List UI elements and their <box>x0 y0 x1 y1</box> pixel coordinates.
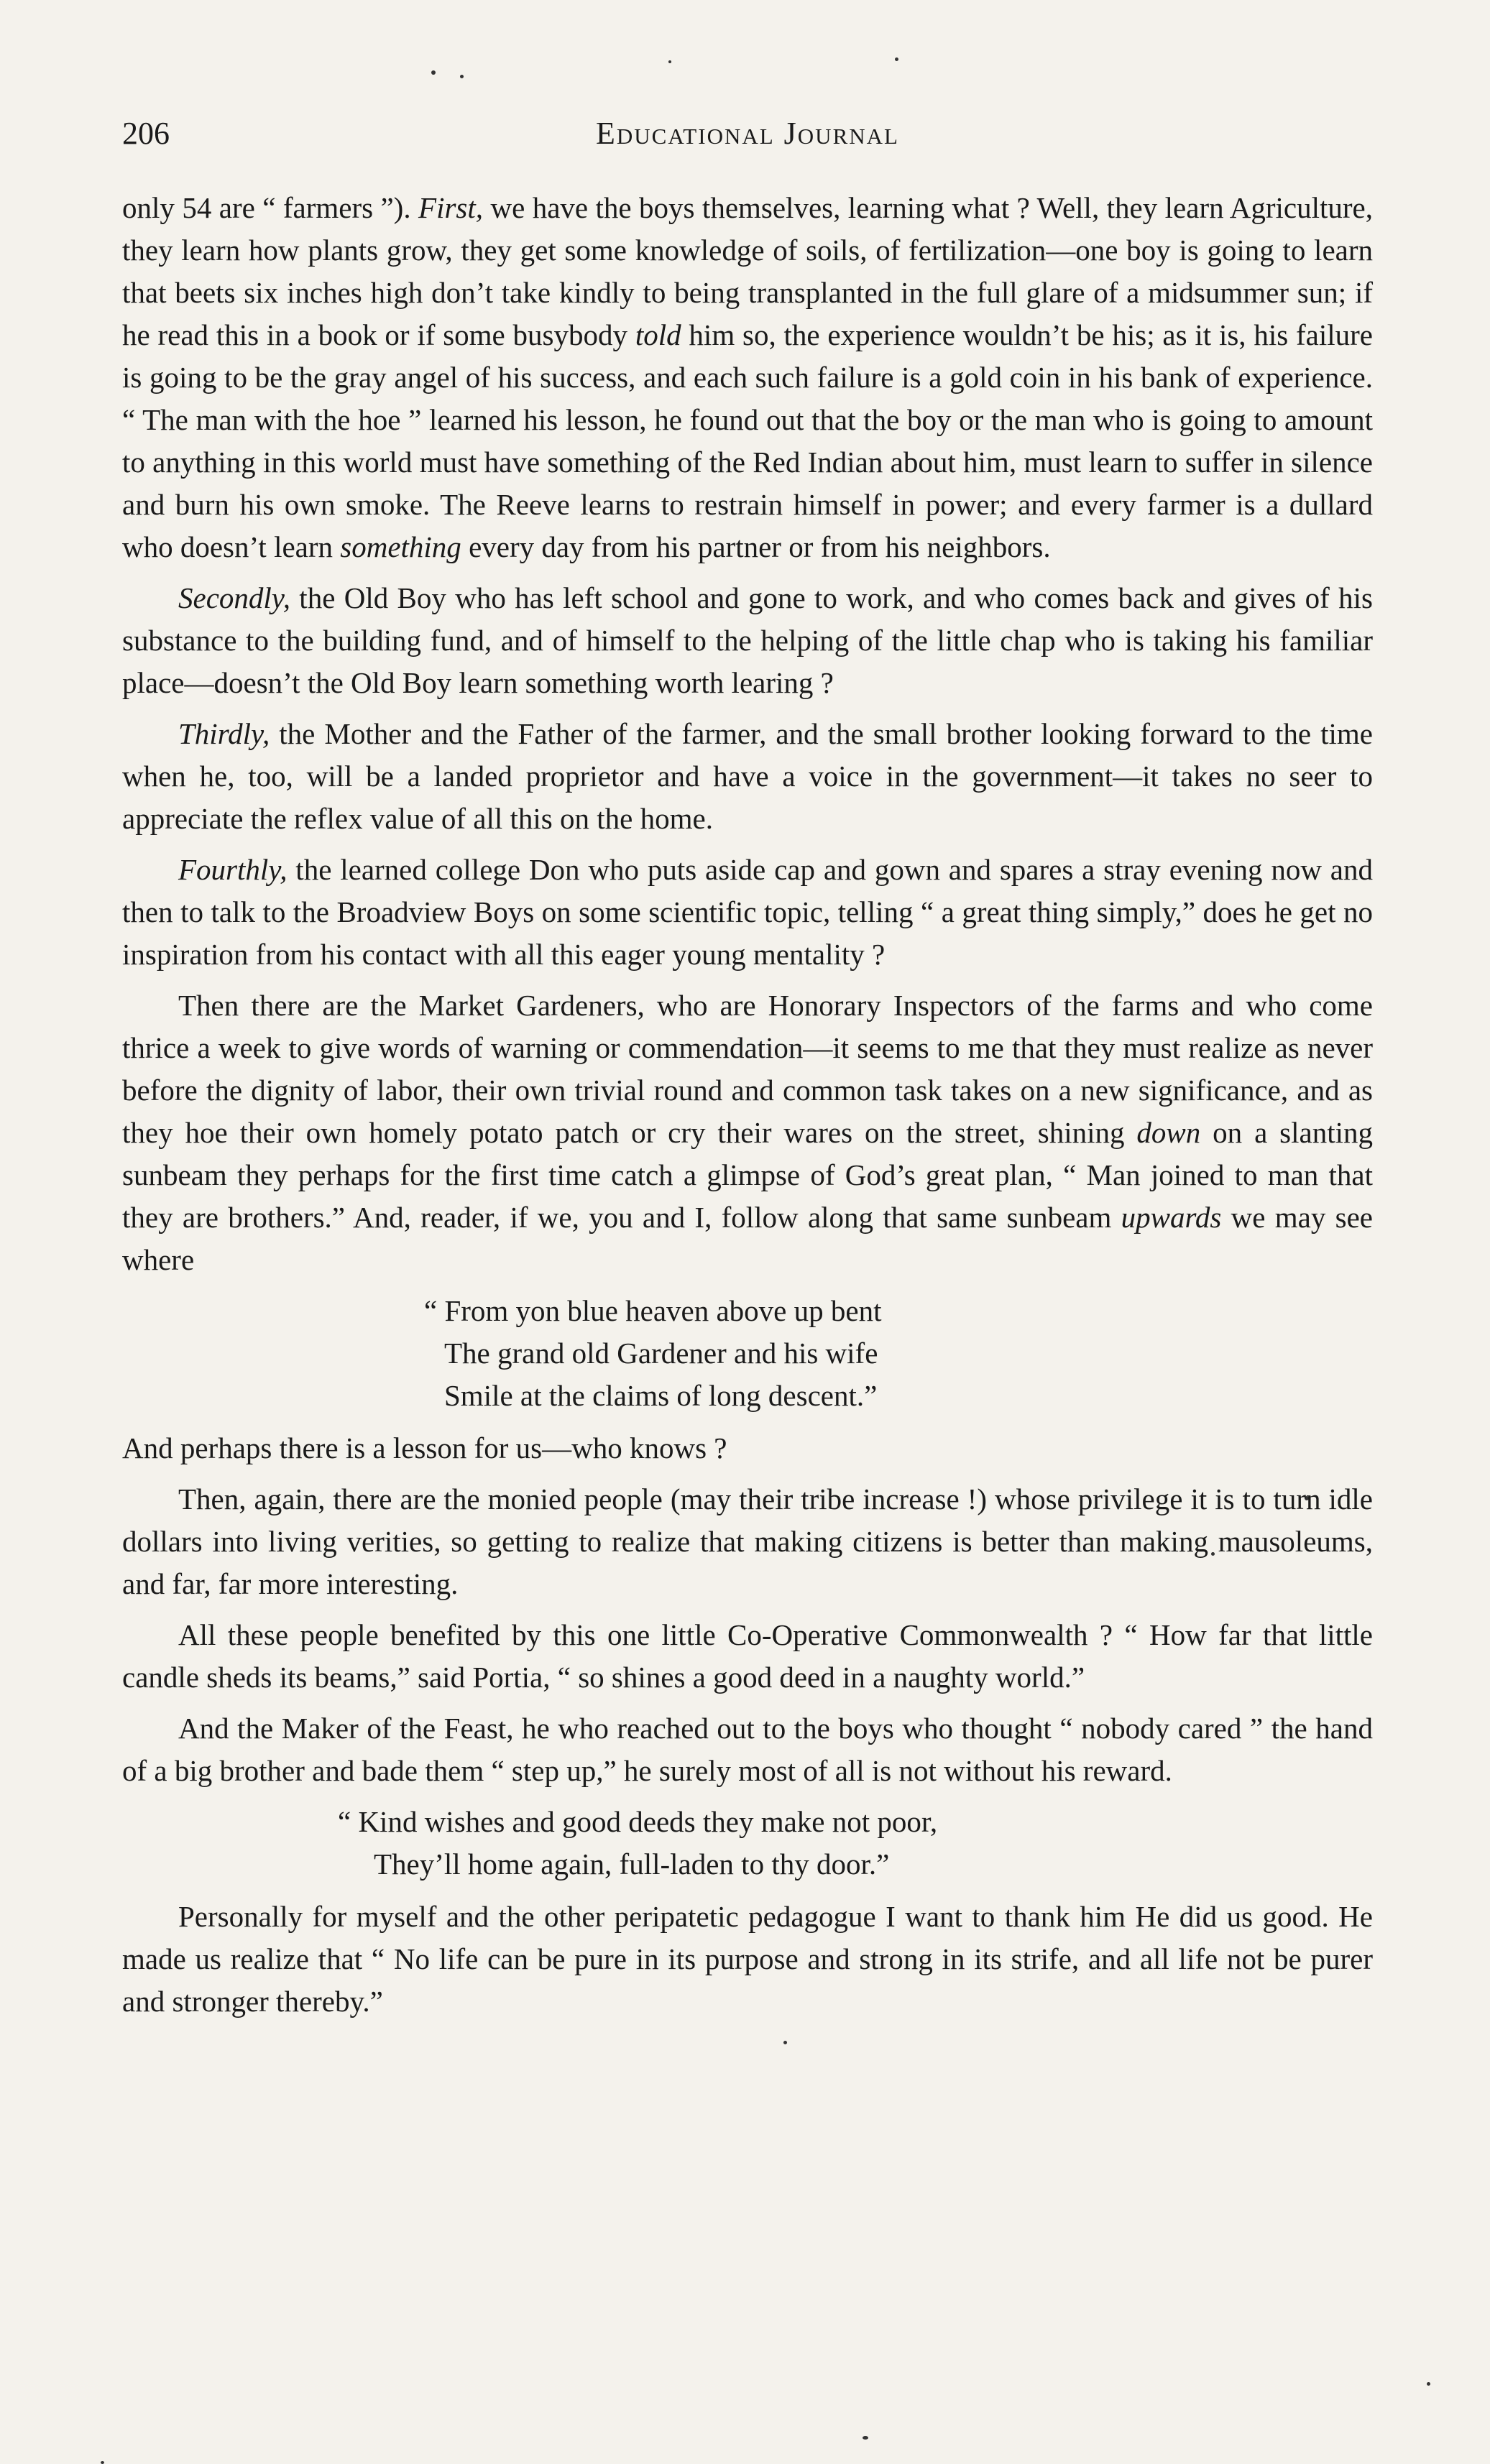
verse-line: “ From yon blue heaven above up bent <box>424 1294 882 1327</box>
paragraph-fourthly <box>122 849 1373 976</box>
paragraph-market-gardeners <box>122 984 1373 1281</box>
paragraph-closing: Personally for myself and the other peripatetic pedagogue I want to thank him He did us good. He made us realize that “ No life can be pure in its purpose and strong in its strife, and all life not be purer and stronger thereby.” <box>122 1900 1373 2018</box>
verse-line: The grand old Gardener and his wife <box>444 1337 878 1370</box>
running-head <box>122 115 1373 165</box>
paragraph-monied-people: Then, again, there are the monied people (may their tribe increase !) whose privilege it is to turn idle dollars into living verities, so getting to realize that making citizens is better than making mausoleums, and far, far more interesting. <box>122 1482 1373 1600</box>
paragraph-text: we may see where <box>122 1201 1373 1276</box>
verse-quotation-gardener <box>122 1290 1373 1417</box>
paragraph-commonwealth: All these people benefited by this one little Co-Operative Commonwealth ? “ How far that little candle sheds its beams,” said Portia, “ so shines a good deed in a naughty world.” <box>122 1618 1373 1694</box>
paragraph-emphasis: Thirdly, <box>178 717 270 750</box>
paragraph-secondly <box>122 577 1373 704</box>
paragraph-maker-of-feast: And the Maker of the Feast, he who reached out to the boys who thought “ nobody cared ” the hand of a big brother and bade them “ step up,” he surely most of all is not without his reward. <box>122 1712 1373 1787</box>
document-page <box>122 115 1373 2031</box>
paragraph-text: him so, the experience wouldn’t be his; as it is, his failure is going to be the gray angel of his success, and each such failure is a gold coin in his bank of experience. “ The man with the hoe ” learned his lesson, he found out that the boy or the man who is going to amount to anything in this world must have something of the Red Indian about him, must learn to suffer in silence and burn his own smoke. The Reeve learns to restrain himself in power; and every farmer is a dullard who doesn’t learn <box>122 318 1373 563</box>
paragraph-emphasis: First, <box>418 191 484 224</box>
paragraph-emphasis: something <box>340 530 461 563</box>
page-number: 206 <box>122 116 170 151</box>
paragraph-text: on a slanting sunbeam they perhaps for the first time catch a glimpse of God’s great plan, “ Man joined to man that they are brothers.” And, reader, if we, you and I, follow along that same sunbeam <box>122 1116 1373 1234</box>
paragraph-emphasis: upwards <box>1121 1201 1222 1234</box>
paragraph-text: the Old Boy who has left school and gone to work, and who comes back and gives of his substance to the building fund, and of himself to the helping of the little chap who is taking his familiar place—doesn’t the Old Boy learn something worth learing ? <box>122 581 1373 699</box>
journal-title: Educational Journal <box>596 116 899 151</box>
paragraph-text: Then there are the Market Gardeners, who are Honorary Inspectors of the farms and who come thrice a week to give words of warning or commendation—it seems to me that they must realize as never before the dignity of labor, their own trivial round and common task takes on a new significance, and as they hoe their own homely potato patch or cry their wares on the street, shining <box>122 989 1373 1149</box>
paragraph-text: the Mother and the Father of the farmer, and the small brother looking forward to the time when he, too, will be a landed proprietor and have a voice in the government—it takes no seer to appreciate the reflex value of all this on the home. <box>122 717 1373 835</box>
paragraph-emphasis: told <box>635 318 681 351</box>
paragraph-text: we have the boys themselves, learning what ? Well, they learn Agriculture, they learn how plants grow, they get some knowledge of soils, of fertilization—one boy is going to learn that beets six inches high don’t take kindly to being transplanted in the full glare of a midsummer sun; if he read this in a book or if some busybody <box>122 191 1373 351</box>
paragraph-emphasis: down <box>1136 1116 1201 1149</box>
paragraph-first <box>122 187 1373 568</box>
article-body <box>122 187 1373 2023</box>
paragraph-lesson: And perhaps there is a lesson for us—who knows ? <box>122 1431 727 1464</box>
verse-line: They’ll home again, full-laden to thy door.” <box>374 1847 890 1881</box>
verse-line: Smile at the claims of long descent.” <box>444 1379 878 1412</box>
verse-line: “ Kind wishes and good deeds they make not poor, <box>338 1805 938 1838</box>
paragraph-text: every day from his partner or from his neighbors. <box>461 530 1051 563</box>
verse-quotation-kind-wishes <box>122 1801 1373 1886</box>
paragraph-emphasis: Secondly, <box>178 581 290 614</box>
paragraph-text: the learned college Don who puts aside cap and gown and spares a stray evening now and then to talk to the Broadview Boys on some scientific topic, telling “ a great thing simply,” does he get no inspiration from his contact with all this eager young mentality ? <box>122 853 1373 971</box>
paragraph-text: only 54 are “ farmers ”). <box>122 191 419 224</box>
paragraph-emphasis: Fourthly, <box>178 853 288 886</box>
paragraph-thirdly <box>122 713 1373 840</box>
